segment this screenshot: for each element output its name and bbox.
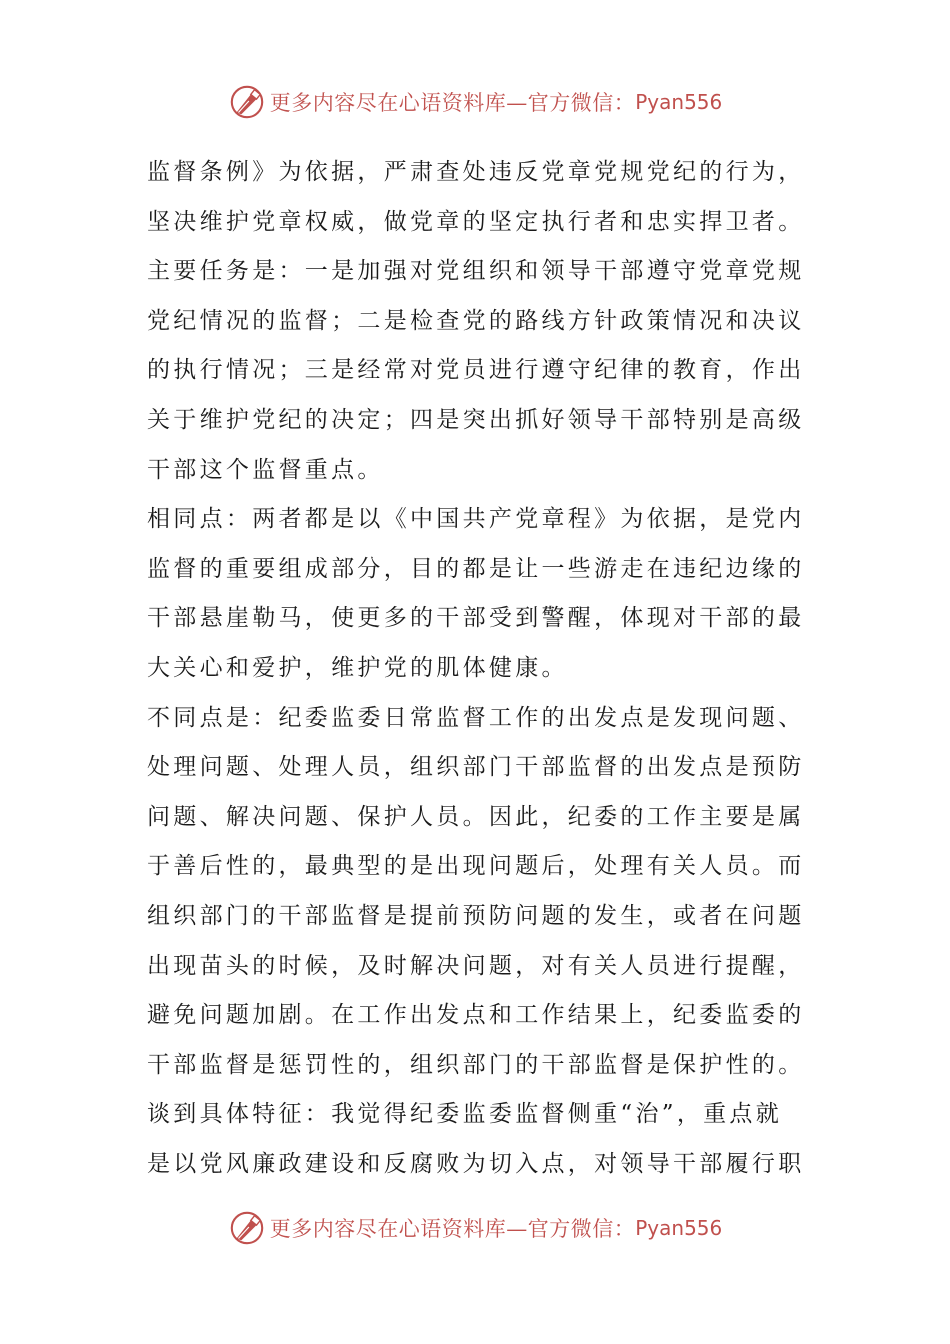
body-text-line: 相同点：两者都是以《中国共产党章程》为依据，是党内 (147, 506, 805, 533)
body-text-line: 干部悬崖勒马，使更多的干部受到警醒，体现对干部的最 (147, 605, 805, 632)
body-text-line: 大关心和爱护，维护党的肌体健康。 (147, 654, 568, 681)
body-text-line: 坚决维护党章权威，做党章的坚定执行者和忠实捍卫者。 (147, 208, 805, 235)
document-body (147, 148, 807, 1189)
body-text-line: 干部监督是惩罚性的，组织部门的干部监督是保护性的。 (147, 1051, 805, 1078)
body-text-line: 问题、解决问题、保护人员。因此，纪委的工作主要是属 (147, 803, 805, 830)
body-text-line: 不同点是：纪委监委日常监督工作的出发点是发现问题、 (147, 704, 805, 731)
body-text-line: 处理问题、处理人员，组织部门干部监督的出发点是预防 (147, 754, 805, 781)
body-text-line: 关于维护党纪的决定；四是突出抓好领导干部特别是高级 (147, 406, 805, 433)
body-text-line: 出现苗头的时候，及时解决问题，对有关人员进行提醒， (147, 952, 805, 979)
footer-site-text: 更多内容尽在心语资料库—官方微信： (269, 1217, 636, 1241)
header-wechat-id: Pyan556 (635, 90, 723, 114)
body-text-line: 监督条例》为依据，严肃查处违反党章党规党纪的行为， (147, 159, 805, 185)
body-text-line: 监督的重要组成部分，目的都是让一些游走在违纪边缘的 (147, 555, 805, 582)
header-site-text: 更多内容尽在心语资料库—官方微信： (269, 91, 636, 115)
pen-nib-icon (228, 83, 266, 121)
body-text-line: 干部这个监督重点。 (147, 456, 384, 483)
body-text-line: 是以党风廉政建设和反腐败为切入点，对领导干部履行职 (147, 1150, 805, 1177)
body-text-line: 组织部门的干部监督是提前预防问题的发生，或者在问题 (147, 902, 805, 929)
body-text-line: 于善后性的，最典型的是出现问题后，处理有关人员。而 (147, 853, 805, 880)
body-text-line: 党纪情况的监督；二是检查党的路线方针政策情况和决议 (147, 307, 805, 334)
footer-banner (0, 1208, 950, 1248)
body-text-line: 主要任务是：一是加强对党组织和领导干部遵守党章党规 (147, 258, 805, 285)
body-text-line: 谈到具体特征：我觉得纪委监委监督侧重“治”，重点就 (147, 1101, 783, 1128)
header-banner (0, 82, 950, 122)
footer-wechat-id: Pyan556 (635, 1216, 723, 1240)
body-text-line: 的执行情况；三是经常对党员进行遵守纪律的教育，作出 (147, 357, 805, 384)
body-text-line: 避免问题加剧。在工作出发点和工作结果上，纪委监委的 (147, 1002, 805, 1029)
pen-nib-icon (228, 1209, 266, 1247)
